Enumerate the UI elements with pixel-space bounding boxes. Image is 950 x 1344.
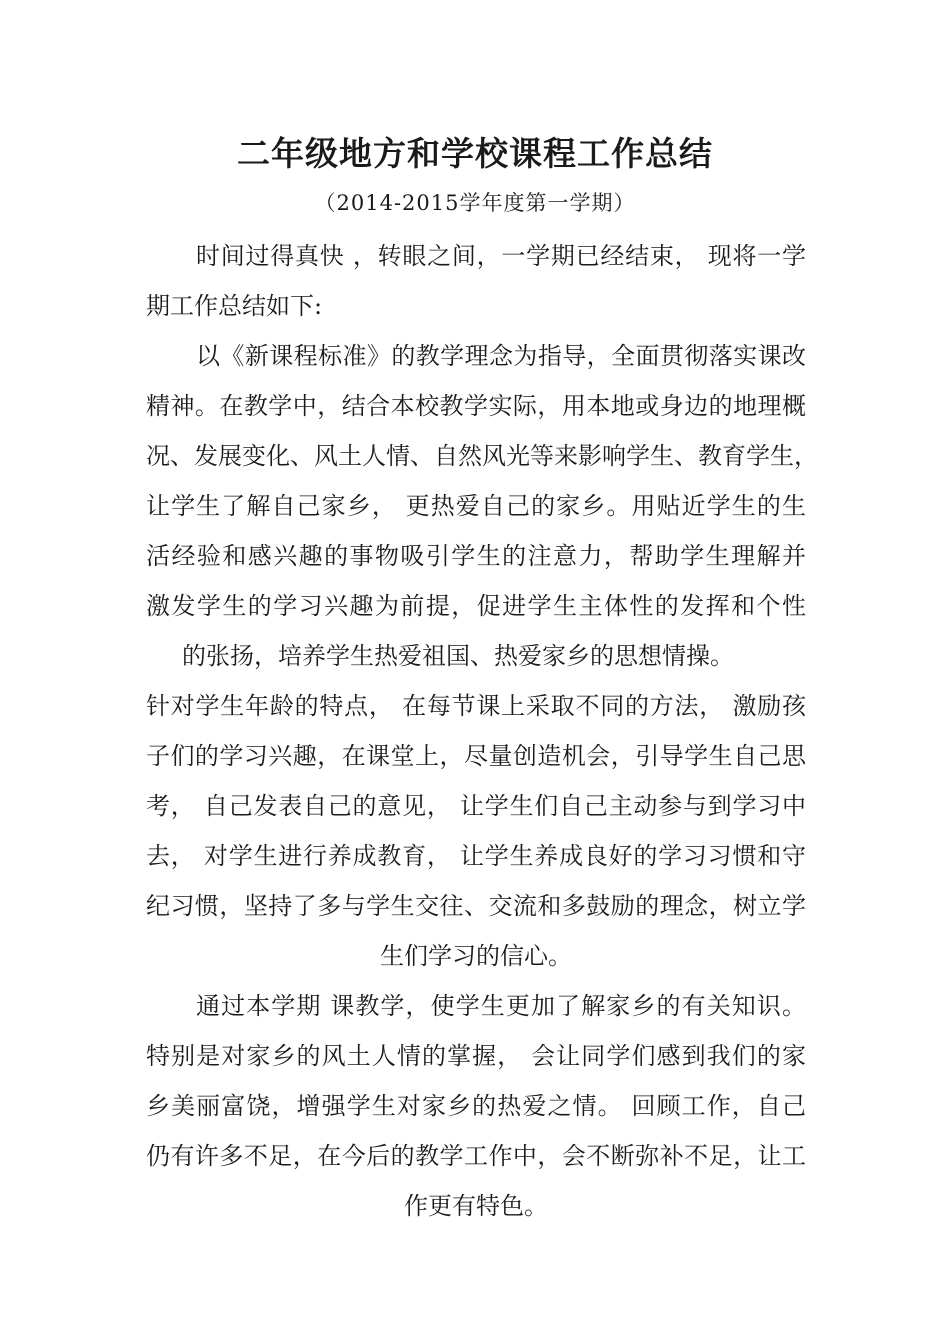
paragraph-line: 让学生了解自己家乡， 更热爱自己的家乡。用贴近学生的生 <box>146 492 806 520</box>
paragraph-line: 激发学生的学习兴趣为前提，促进学生主体性的发挥和个性 <box>146 592 806 620</box>
paragraph-line: 生们学习的信心。 <box>380 942 572 970</box>
document-title: 二年级地方和学校课程工作总结 <box>237 134 713 173</box>
document-subtitle: （2014-2015学年度第一学期） <box>314 191 636 215</box>
paragraph-line: 仍有许多不足，在今后的教学工作中，会不断弥补不足，让工 <box>146 1142 806 1170</box>
paragraph-line: 特别是对家乡的风土人情的掌握， 会让同学们感到我们的家 <box>146 1042 806 1070</box>
paragraph-line: 精神。在教学中，结合本校教学实际，用本地或身边的地理概 <box>146 392 806 420</box>
paragraph-line: 况、发展变化、风土人情、自然风光等来影响学生、教育学生， <box>146 442 818 470</box>
paragraph-line: 纪习惯，坚持了多与学生交往、交流和多鼓励的理念，树立学 <box>146 892 806 920</box>
paragraph-line: 期工作总结如下: <box>146 292 323 320</box>
paragraph-line: 时间过得真快 ，转眼之间，一学期已经结束， 现将一学 <box>196 242 806 270</box>
paragraph-line: 的张扬，培养学生热爱祖国、热爱家乡的思想情操。 <box>182 642 734 670</box>
paragraph-line: 作更有特色。 <box>404 1192 548 1220</box>
paragraph-line: 子们的学习兴趣，在课堂上，尽量创造机会，引导学生自己思 <box>146 742 806 770</box>
paragraph-line: 活经验和感兴趣的事物吸引学生的注意力，帮助学生理解并 <box>146 542 806 570</box>
paragraph-line: 考， 自己发表自己的意见， 让学生们自己主动参与到学习中 <box>146 792 806 820</box>
paragraph-line: 通过本学期 课教学，使学生更加了解家乡的有关知识。 <box>196 992 806 1020</box>
paragraph-line: 以《新课程标准》的教学理念为指导，全面贯彻落实课改 <box>196 342 806 370</box>
paragraph-line: 针对学生年龄的特点， 在每节课上采取不同的方法， 激励孩 <box>146 692 806 720</box>
paragraph-line: 乡美丽富饶，增强学生对家乡的热爱之情。 回顾工作，自己 <box>146 1092 806 1120</box>
paragraph-line: 去， 对学生进行养成教育， 让学生养成良好的学习习惯和守 <box>146 842 806 870</box>
